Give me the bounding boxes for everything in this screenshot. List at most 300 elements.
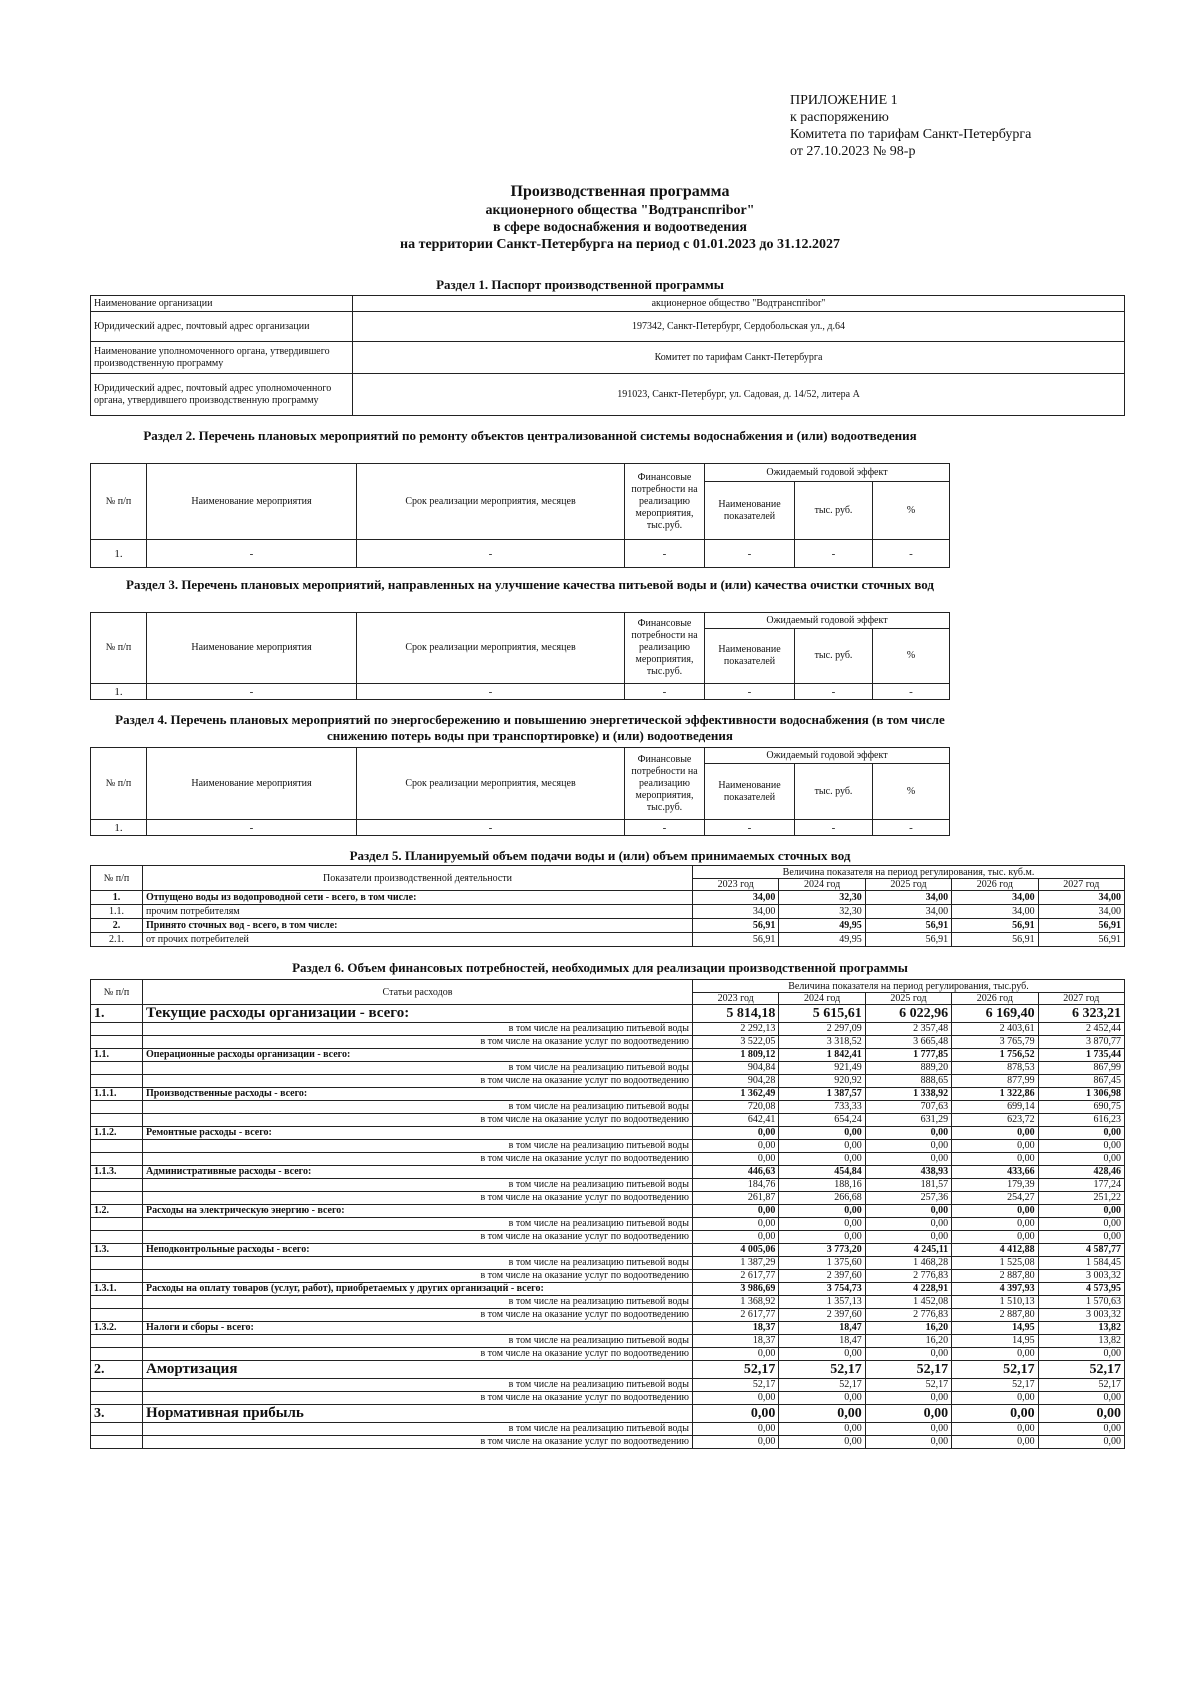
cell-finance: -	[625, 684, 705, 700]
row-number: 1.1.2.	[91, 1127, 143, 1140]
appendix-line: от 27.10.2023 № 98-р	[790, 144, 916, 159]
row-value: 0,00	[865, 1231, 951, 1244]
table-row	[91, 1075, 1125, 1088]
cell-no: 1.	[91, 540, 147, 568]
row-value: 631,29	[865, 1114, 951, 1127]
cell-name: -	[147, 540, 357, 568]
cell-rub: -	[795, 540, 873, 568]
row-value: 184,76	[693, 1179, 779, 1192]
section5-table	[90, 865, 1125, 947]
row-value: 34,00	[865, 905, 951, 919]
row-value: 0,00	[693, 1231, 779, 1244]
row-name: Ремонтные расходы - всего:	[143, 1127, 693, 1140]
row-value: 877,99	[952, 1075, 1038, 1088]
col-no: № п/п	[91, 980, 143, 1005]
cell-name: -	[147, 684, 357, 700]
row-name: в том числе на оказание услуг по водоотведению	[143, 1392, 693, 1405]
row-value: 18,37	[693, 1335, 779, 1348]
row-name: в том числе на реализацию питьевой воды	[143, 1335, 693, 1348]
row-value: 18,37	[693, 1322, 779, 1335]
row-value: 0,00	[952, 1405, 1038, 1423]
document-title	[280, 182, 960, 253]
table-row	[91, 933, 1125, 947]
passport-value: Комитет по тарифам Санкт-Петербурга	[353, 342, 1125, 374]
row-value: 1 368,92	[693, 1296, 779, 1309]
row-value: 4 573,95	[1038, 1283, 1124, 1296]
year-header: 2026 год	[952, 993, 1038, 1005]
row-number: 1.1.	[91, 905, 143, 919]
row-value: 0,00	[779, 1423, 865, 1436]
row-name: в том числе на реализацию питьевой воды	[143, 1179, 693, 1192]
col-finance: Финансовые потребности на реализацию мероприятия, тыс.руб.	[625, 464, 705, 540]
passport-label: Наименование организации	[91, 296, 353, 312]
table-row	[91, 1257, 1125, 1270]
row-number	[91, 1309, 143, 1322]
row-value: 254,27	[952, 1192, 1038, 1205]
row-number	[91, 1270, 143, 1283]
row-number	[91, 1423, 143, 1436]
row-value: 2 887,80	[952, 1309, 1038, 1322]
row-value: 52,17	[865, 1379, 951, 1392]
row-value: 1 584,45	[1038, 1257, 1124, 1270]
year-header: 2024 год	[779, 993, 865, 1005]
row-value: 3 003,32	[1038, 1309, 1124, 1322]
row-value: 1 387,29	[693, 1257, 779, 1270]
col-indicator: Наименование показателей	[705, 482, 795, 540]
table-row	[91, 1192, 1125, 1205]
row-value: 0,00	[1038, 1140, 1124, 1153]
table-row	[91, 1205, 1125, 1218]
row-value: 4 005,06	[693, 1244, 779, 1257]
row-value: 0,00	[952, 1140, 1038, 1153]
row-value: 14,95	[952, 1335, 1038, 1348]
row-value: 1 756,52	[952, 1049, 1038, 1062]
row-value: 1 525,08	[952, 1257, 1038, 1270]
table-row	[91, 1379, 1125, 1392]
row-value: 4 245,11	[865, 1244, 951, 1257]
passport-value: акционерное общество "Водтранспribor"	[353, 296, 1125, 312]
row-value: 904,28	[693, 1075, 779, 1088]
passport-row	[91, 342, 1125, 374]
cell-term: -	[357, 540, 625, 568]
row-value: 2 887,80	[952, 1270, 1038, 1283]
table-row	[91, 919, 1125, 933]
row-value: 0,00	[693, 1423, 779, 1436]
row-value: 5 814,18	[693, 1005, 779, 1023]
row-value: 454,84	[779, 1166, 865, 1179]
row-value: 0,00	[952, 1436, 1038, 1449]
row-value: 867,99	[1038, 1062, 1124, 1075]
row-value: 4 412,88	[952, 1244, 1038, 1257]
cell-indicator: -	[705, 540, 795, 568]
table-row	[91, 1392, 1125, 1405]
year-header: 2026 год	[952, 879, 1038, 891]
table-row	[91, 1231, 1125, 1244]
table-row	[91, 1244, 1125, 1257]
row-value: 1 468,28	[865, 1257, 951, 1270]
row-value: 2 452,44	[1038, 1023, 1124, 1036]
cell-name: -	[147, 820, 357, 836]
row-number	[91, 1192, 143, 1205]
row-value: 889,20	[865, 1062, 951, 1075]
row-number: 1.3.2.	[91, 1322, 143, 1335]
row-value: 52,17	[1038, 1361, 1124, 1379]
row-value: 3 870,77	[1038, 1036, 1124, 1049]
row-number	[91, 1296, 143, 1309]
row-value: 0,00	[779, 1436, 865, 1449]
title-line: в сфере водоснабжения и водоотведения	[493, 220, 747, 235]
section3-table	[90, 612, 950, 700]
row-value: 0,00	[865, 1218, 951, 1231]
table-row	[91, 1049, 1125, 1062]
row-name: в том числе на оказание услуг по водоотведению	[143, 1036, 693, 1049]
row-value: 0,00	[865, 1423, 951, 1436]
row-number: 1.3.1.	[91, 1283, 143, 1296]
row-number	[91, 1379, 143, 1392]
row-name: Амортизация	[143, 1361, 693, 1379]
col-name: Наименование мероприятия	[147, 464, 357, 540]
row-value: 56,91	[952, 933, 1038, 947]
passport-label: Юридический адрес, почтовый адрес уполномоченного органа, утвердившего производственную программу	[91, 374, 353, 416]
row-value: 4 397,93	[952, 1283, 1038, 1296]
row-value: 446,63	[693, 1166, 779, 1179]
appendix-line: к распоряжению	[790, 110, 889, 125]
row-value: 3 986,69	[693, 1283, 779, 1296]
table-row	[91, 1436, 1125, 1449]
row-name: в том числе на оказание услуг по водоотведению	[143, 1348, 693, 1361]
row-value: 56,91	[952, 919, 1038, 933]
passport-label: Юридический адрес, почтовый адрес организации	[91, 312, 353, 342]
col-no: № п/п	[91, 613, 147, 684]
row-value: 56,91	[865, 933, 951, 947]
row-value: 32,30	[779, 905, 865, 919]
col-value: Величина показателя на период регулирования, тыс.руб.	[693, 980, 1125, 993]
row-value: 3 765,79	[952, 1036, 1038, 1049]
year-header: 2025 год	[865, 993, 951, 1005]
row-value: 654,24	[779, 1114, 865, 1127]
row-value: 2 403,61	[952, 1023, 1038, 1036]
col-finance: Финансовые потребности на реализацию мероприятия, тыс.руб.	[625, 613, 705, 684]
section4-title: Раздел 4. Перечень плановых мероприятий по энергосбережению и повышению энергетической эффективности водоснабжения (в том числе снижению потерь воды при транспортировке) и (или) водоотведения	[115, 712, 945, 743]
section2-title: Раздел 2. Перечень плановых мероприятий по ремонту объектов централизованной системы водоснабжения и (или) водоотведения	[143, 428, 917, 443]
row-value: 3 522,05	[693, 1036, 779, 1049]
row-name: в том числе на оказание услуг по водоотведению	[143, 1309, 693, 1322]
col-indicator: Наименование показателей	[705, 764, 795, 820]
row-value: 2 776,83	[865, 1270, 951, 1283]
row-value: 1 809,12	[693, 1049, 779, 1062]
table-row	[91, 1309, 1125, 1322]
row-value: 3 754,73	[779, 1283, 865, 1296]
row-value: 52,17	[779, 1361, 865, 1379]
passport-table	[90, 295, 1125, 416]
row-value: 0,00	[865, 1153, 951, 1166]
row-value: 690,75	[1038, 1101, 1124, 1114]
row-value: 0,00	[1038, 1392, 1124, 1405]
row-name: в том числе на реализацию питьевой воды	[143, 1379, 693, 1392]
row-value: 0,00	[693, 1436, 779, 1449]
row-value: 6 022,96	[865, 1005, 951, 1023]
col-indicator: Наименование показателей	[705, 629, 795, 684]
table-row	[91, 1335, 1125, 1348]
row-value: 0,00	[865, 1140, 951, 1153]
row-number	[91, 1231, 143, 1244]
row-value: 921,49	[779, 1062, 865, 1075]
row-value: 1 322,86	[952, 1088, 1038, 1101]
cell-finance: -	[625, 820, 705, 836]
row-value: 1 510,13	[952, 1296, 1038, 1309]
row-number: 1.	[91, 891, 143, 905]
row-value: 2 292,13	[693, 1023, 779, 1036]
title-line: Производственная программа	[510, 183, 730, 200]
row-value: 1 375,60	[779, 1257, 865, 1270]
row-value: 52,17	[952, 1361, 1038, 1379]
passport-label: Наименование уполномоченного органа, утвердившего производственную программу	[91, 342, 353, 374]
section6-table	[90, 979, 1125, 1449]
row-name: Административные расходы - всего:	[143, 1166, 693, 1179]
row-value: 188,16	[779, 1179, 865, 1192]
row-value: 3 665,48	[865, 1036, 951, 1049]
table-row	[91, 1005, 1125, 1023]
row-value: 2 397,60	[779, 1270, 865, 1283]
row-value: 1 777,85	[865, 1049, 951, 1062]
row-name: Нормативная прибыль	[143, 1405, 693, 1423]
row-name: в том числе на реализацию питьевой воды	[143, 1101, 693, 1114]
row-value: 1 570,63	[1038, 1296, 1124, 1309]
table-row	[91, 1062, 1125, 1075]
row-name: в том числе на реализацию питьевой воды	[143, 1423, 693, 1436]
row-value: 6 169,40	[952, 1005, 1038, 1023]
row-value: 18,47	[779, 1335, 865, 1348]
row-value: 0,00	[952, 1153, 1038, 1166]
row-value: 56,91	[1038, 933, 1124, 947]
row-value: 642,41	[693, 1114, 779, 1127]
row-value: 428,46	[1038, 1166, 1124, 1179]
table-row	[91, 891, 1125, 905]
row-number: 1.	[91, 1005, 143, 1023]
cell-pct: -	[873, 820, 950, 836]
cell-finance: -	[625, 540, 705, 568]
table-row	[91, 1179, 1125, 1192]
col-pct: %	[873, 482, 950, 540]
table-row	[91, 684, 950, 700]
year-header: 2025 год	[865, 879, 951, 891]
table-row	[91, 1296, 1125, 1309]
row-value: 266,68	[779, 1192, 865, 1205]
row-value: 3 773,20	[779, 1244, 865, 1257]
row-name: Отпущено воды из водопроводной сети - всего, в том числе:	[143, 891, 693, 905]
row-value: 438,93	[865, 1166, 951, 1179]
table-row	[91, 1405, 1125, 1423]
row-value: 1 452,08	[865, 1296, 951, 1309]
row-value: 49,95	[779, 933, 865, 947]
row-name: в том числе на реализацию питьевой воды	[143, 1218, 693, 1231]
appendix-line: Комитета по тарифам Санкт-Петербурга	[790, 127, 1032, 142]
col-name: Наименование мероприятия	[147, 748, 357, 820]
row-value: 0,00	[693, 1205, 779, 1218]
row-number: 1.2.	[91, 1205, 143, 1218]
row-name: в том числе на оказание услуг по водоотведению	[143, 1153, 693, 1166]
table-row	[91, 1023, 1125, 1036]
row-value: 733,33	[779, 1101, 865, 1114]
section5-title: Раздел 5. Планируемый объем подачи воды и (или) объем принимаемых сточных вод	[349, 848, 851, 863]
year-header: 2023 год	[693, 993, 779, 1005]
row-value: 56,91	[693, 919, 779, 933]
row-value: 888,65	[865, 1075, 951, 1088]
row-value: 6 323,21	[1038, 1005, 1124, 1023]
row-value: 257,36	[865, 1192, 951, 1205]
row-name: в том числе на реализацию питьевой воды	[143, 1257, 693, 1270]
table-row	[91, 1101, 1125, 1114]
row-value: 0,00	[779, 1127, 865, 1140]
row-value: 2 297,09	[779, 1023, 865, 1036]
title-line: на территории Санкт-Петербурга на период с 01.01.2023 до 31.12.2027	[400, 237, 840, 252]
table-row	[91, 1270, 1125, 1283]
row-value: 623,72	[952, 1114, 1038, 1127]
row-value: 0,00	[693, 1153, 779, 1166]
row-value: 0,00	[952, 1348, 1038, 1361]
row-value: 14,95	[952, 1322, 1038, 1335]
col-expense-name: Статьи расходов	[143, 980, 693, 1005]
row-name: Принято сточных вод - всего, в том числе:	[143, 919, 693, 933]
cell-pct: -	[873, 540, 950, 568]
year-header: 2027 год	[1038, 993, 1124, 1005]
row-value: 1 387,57	[779, 1088, 865, 1101]
row-number	[91, 1023, 143, 1036]
cell-term: -	[357, 684, 625, 700]
row-value: 3 318,52	[779, 1036, 865, 1049]
row-number	[91, 1348, 143, 1361]
row-number	[91, 1036, 143, 1049]
row-value: 0,00	[1038, 1153, 1124, 1166]
row-name: Операционные расходы организации - всего:	[143, 1049, 693, 1062]
cell-term: -	[357, 820, 625, 836]
row-number	[91, 1062, 143, 1075]
row-value: 433,66	[952, 1166, 1038, 1179]
col-no: № п/п	[91, 464, 147, 540]
row-value: 867,45	[1038, 1075, 1124, 1088]
row-value: 4 587,77	[1038, 1244, 1124, 1257]
row-name: в том числе на оказание услуг по водоотведению	[143, 1231, 693, 1244]
table-row	[91, 1322, 1125, 1335]
row-number: 1.1.	[91, 1049, 143, 1062]
row-value: 5 615,61	[779, 1005, 865, 1023]
row-name: в том числе на оказание услуг по водоотведению	[143, 1075, 693, 1088]
row-value: 0,00	[865, 1127, 951, 1140]
row-value: 0,00	[952, 1205, 1038, 1218]
row-value: 16,20	[865, 1335, 951, 1348]
row-value: 0,00	[952, 1127, 1038, 1140]
row-value: 49,95	[779, 919, 865, 933]
cell-rub: -	[795, 820, 873, 836]
row-value: 0,00	[779, 1218, 865, 1231]
row-value: 56,91	[1038, 919, 1124, 933]
col-effect: Ожидаемый годовой эффект	[705, 464, 950, 482]
row-name: Налоги и сборы - всего:	[143, 1322, 693, 1335]
passport-row	[91, 312, 1125, 342]
row-value: 34,00	[952, 891, 1038, 905]
row-value: 3 003,32	[1038, 1270, 1124, 1283]
row-value: 34,00	[693, 905, 779, 919]
col-pct: %	[873, 629, 950, 684]
row-value: 2 357,48	[865, 1023, 951, 1036]
row-number: 3.	[91, 1405, 143, 1423]
row-value: 2 397,60	[779, 1309, 865, 1322]
row-value: 0,00	[1038, 1231, 1124, 1244]
row-value: 0,00	[1038, 1436, 1124, 1449]
row-number: 2.	[91, 1361, 143, 1379]
row-number	[91, 1114, 143, 1127]
table-row	[91, 1361, 1125, 1379]
row-name: Производственные расходы - всего:	[143, 1088, 693, 1101]
row-value: 720,08	[693, 1101, 779, 1114]
row-value: 0,00	[693, 1348, 779, 1361]
row-value: 32,30	[779, 891, 865, 905]
table-row	[91, 1283, 1125, 1296]
row-value: 52,17	[693, 1379, 779, 1392]
cell-no: 1.	[91, 684, 147, 700]
row-value: 1 735,44	[1038, 1049, 1124, 1062]
row-value: 13,82	[1038, 1322, 1124, 1335]
row-value: 0,00	[779, 1392, 865, 1405]
table-row	[91, 1127, 1125, 1140]
col-no: № п/п	[91, 748, 147, 820]
passport-row	[91, 374, 1125, 416]
row-value: 13,82	[1038, 1335, 1124, 1348]
row-value: 0,00	[1038, 1405, 1124, 1423]
col-term: Срок реализации мероприятия, месяцев	[357, 748, 625, 820]
col-term: Срок реализации мероприятия, месяцев	[357, 613, 625, 684]
row-value: 179,39	[952, 1179, 1038, 1192]
table-row	[91, 820, 950, 836]
cell-rub: -	[795, 684, 873, 700]
row-value: 0,00	[693, 1140, 779, 1153]
row-value: 0,00	[693, 1405, 779, 1423]
section6-title: Раздел 6. Объем финансовых потребностей, необходимых для реализации производственной программы	[292, 960, 908, 975]
table-row	[91, 1153, 1125, 1166]
table-row	[91, 1036, 1125, 1049]
row-number	[91, 1436, 143, 1449]
section4-table	[90, 747, 950, 836]
row-value: 1 306,98	[1038, 1088, 1124, 1101]
row-value: 0,00	[779, 1153, 865, 1166]
row-value: 0,00	[779, 1140, 865, 1153]
row-number: 1.1.3.	[91, 1166, 143, 1179]
row-number	[91, 1101, 143, 1114]
row-value: 1 842,41	[779, 1049, 865, 1062]
row-value: 0,00	[865, 1392, 951, 1405]
row-value: 0,00	[952, 1423, 1038, 1436]
row-value: 0,00	[779, 1231, 865, 1244]
row-number: 1.3.	[91, 1244, 143, 1257]
row-value: 1 362,49	[693, 1088, 779, 1101]
col-rub: тыс. руб.	[795, 764, 873, 820]
row-value: 16,20	[865, 1322, 951, 1335]
row-name: в том числе на реализацию питьевой воды	[143, 1023, 693, 1036]
appendix-line: ПРИЛОЖЕНИЕ 1	[790, 93, 898, 108]
row-number	[91, 1153, 143, 1166]
row-number	[91, 1257, 143, 1270]
row-value: 34,00	[865, 891, 951, 905]
row-value: 0,00	[952, 1392, 1038, 1405]
section2-table	[90, 463, 950, 568]
row-value: 34,00	[952, 905, 1038, 919]
row-value: 52,17	[865, 1361, 951, 1379]
table-row	[91, 1423, 1125, 1436]
col-term: Срок реализации мероприятия, месяцев	[357, 464, 625, 540]
row-name: от прочих потребителей	[143, 933, 693, 947]
row-number	[91, 1218, 143, 1231]
row-value: 0,00	[693, 1218, 779, 1231]
